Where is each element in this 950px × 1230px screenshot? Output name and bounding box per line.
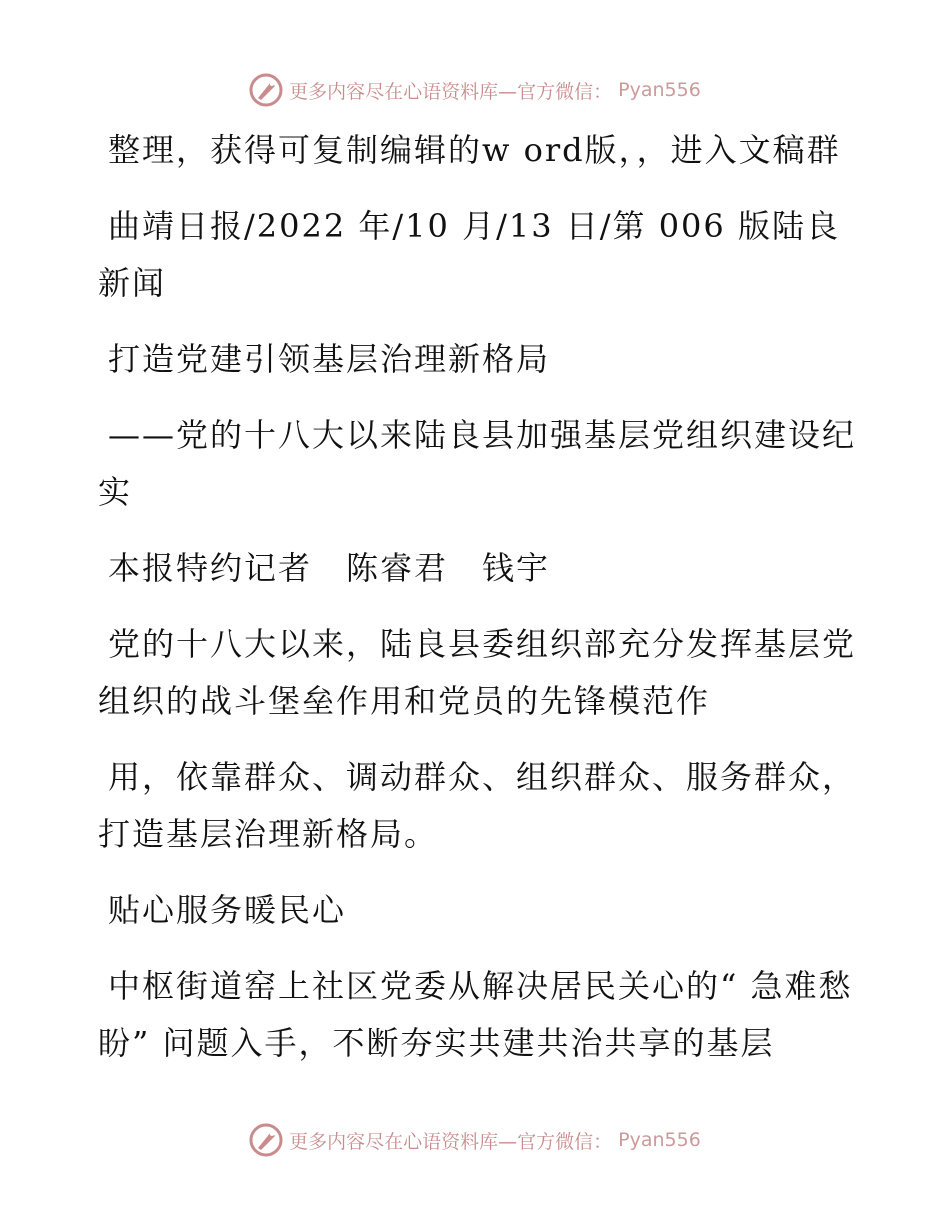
article-subtitle: ——党的十八大以来陆良县加强基层党组织建设纪实 <box>98 416 857 511</box>
document-body <box>98 122 858 1091</box>
header-banner <box>0 70 950 110</box>
footer-banner-contact: Pyan556 <box>618 1129 701 1151</box>
article-byline: 本报特约记者 陈睿君 钱宇 <box>108 549 551 587</box>
section-heading: 贴心服务暖民心 <box>108 891 347 929</box>
paragraph-body-3: 中枢街道窑上社区党委从解决居民关心的“ 急难愁盼” 问题入手，不断夯实共建共治共享的基层 <box>98 967 853 1062</box>
pen-nib-seal-icon <box>249 73 283 107</box>
pen-nib-seal-icon <box>249 1123 283 1157</box>
article-title: 打造党建引领基层治理新格局 <box>108 340 551 378</box>
paragraph-body-1: 党的十八大以来，陆良县委组织部充分发挥基层党组织的战斗堡垒作用和党员的先锋模范作 <box>98 625 857 720</box>
footer-banner-text: 更多内容尽在心语资料库—官方微信： <box>289 1130 613 1153</box>
header-banner-text: 更多内容尽在心语资料库—官方微信： <box>289 80 613 103</box>
paragraph-source-line: 曲靖日报/2022 年/10 月/13 日/第 006 版陆良新闻 <box>98 207 840 302</box>
header-banner-contact: Pyan556 <box>618 79 701 101</box>
paragraph-intro-note: 整理，获得可复制编辑的w ord版，，进入文稿群 <box>108 131 841 169</box>
paragraph-body-2: 用，依靠群众、调动群众、组织群众、服务群众，打造基层治理新格局。 <box>98 758 857 853</box>
footer-banner <box>0 1120 950 1160</box>
